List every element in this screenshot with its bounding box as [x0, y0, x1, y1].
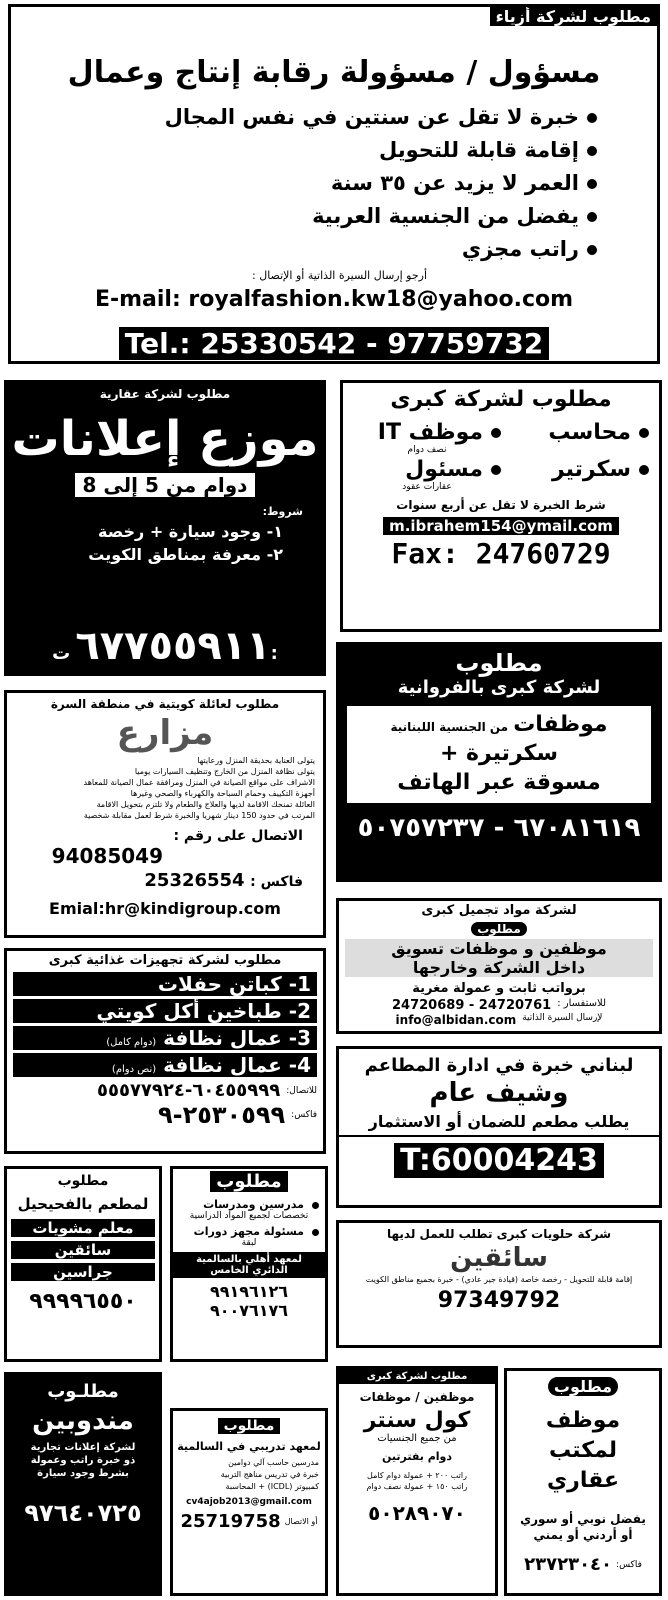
ad2-cond-label: شروط:: [262, 505, 303, 518]
ad12-phone: ٩٧٦٤٠٧٢٥: [24, 1499, 142, 1527]
ad11-reqs: إقامة قابلة للتحويل - رخصة خاصة (قيادة جير عادي) - خبرة بجميع مناطق الكويت: [365, 1275, 633, 1284]
ad11-phone: 97349792: [437, 1288, 561, 1313]
ad14-title: كول سنتر: [363, 1408, 471, 1433]
ad-fashion-company: [8, 4, 660, 364]
ad15-fax: ٢٣٧٢٣٠٤٠: [524, 1554, 613, 1575]
ad13-line: خبرة في تدريس مناهج التربية: [220, 1470, 319, 1479]
ad5-line2: سكرتيرة +: [439, 741, 559, 766]
ad7-fax-label: فاكس:: [291, 1110, 317, 1120]
ad-fahaheel-restaurant: [4, 1166, 162, 1362]
ad15-fax-label: فاكس:: [616, 1559, 642, 1570]
ad10-item1: مدرسين ومدرسات: [179, 1198, 319, 1211]
ad13-line: مدرسين حاسب آلي دوامين: [228, 1458, 319, 1467]
ad1-bullet: خبرة لا تقل عن سنتين في نفس المجال: [165, 101, 597, 134]
ad3-fax: Fax: 24760729: [391, 537, 611, 570]
ad14-line1: موظفين / موظفات: [359, 1390, 475, 1404]
ad7-item: 3- عمال نظافة (دوام كامل): [13, 1026, 317, 1050]
ad4-line: الاشراف على مواقع الصيانة في المنزل ومرافقة عمال الصيانة للمعاهد: [83, 778, 315, 787]
ad14-phone: ٥٠٢٨٩٠٧٠: [368, 1501, 466, 1525]
ad4-title: مزارع: [116, 713, 214, 753]
ad5-header: مطلوب: [455, 649, 543, 677]
ad14-salary2: راتب ١٥٠ + عمولة نصف دوام: [366, 1482, 468, 1491]
ad4-line: المرتب في حدود 150 دينار شهريا والخبرة شرط لعمل مقابلة شخصية: [83, 811, 315, 820]
ad1-bullet: راتب مجزي: [165, 233, 597, 266]
ad12-line2: ذو خبرة راتب وعمولة: [30, 1455, 136, 1466]
ad3-cond: شرط الخبرة لا تقل عن أربع سنوات: [396, 498, 606, 512]
ad6-phones: 24720689 - 24720761: [392, 998, 552, 1013]
ad9-header: مطلوب: [57, 1173, 109, 1189]
ad13-tel-label: أو الاتصال: [284, 1517, 318, 1526]
ad5-line3: مسوقة عبر الهاتف: [397, 770, 601, 795]
ad8-line3: يطلب مطعم للضمان أو الاستثمار: [339, 1112, 659, 1137]
ad7-item: 1- كباتن حفلات: [13, 972, 317, 996]
ad4-line: يتولى العناية بحديقة المنزل ورعايتها: [197, 756, 315, 765]
ad9-subheader: لمطعم بالفحيحيل: [17, 1195, 149, 1213]
ad1-title: مسؤول / مسؤولة رقابة إنتاج وعمال: [67, 55, 601, 90]
bullet-icon: [491, 465, 501, 475]
ad14-sub: من جميع الجنسيات: [377, 1433, 457, 1444]
bullet-icon: [312, 1202, 319, 1209]
ad10-phone1: ٩٩١٩٦١٢٦: [209, 1282, 289, 1301]
ad3-email: m.ibrahem154@ymail.com: [383, 517, 619, 535]
ad-real-estate-distributor: [4, 380, 326, 676]
ad14-header: مطلوب لشركة كبرى: [339, 1369, 495, 1384]
ad10-area: الدائري الخامس: [210, 1265, 288, 1276]
ad14-hours: دوام بفترتين: [381, 1450, 453, 1463]
ad2-phone: ٦٧٧٥٥٩١١: [75, 623, 271, 669]
ad15-pref: يفضل نوبي أو سوري: [520, 1512, 646, 1526]
ad13-line: كمبيوتر (ICDL) + المحاسبة: [225, 1482, 319, 1491]
ad-sweets-company-drivers: [336, 1220, 662, 1348]
ad8-line1: لبناني خبرة في ادارة المطاعم: [364, 1055, 634, 1076]
ad3-item: مسئول عقارات عقود: [353, 457, 501, 492]
ad4-line: العائلة تمنحك الاقامة لديها والعلاج والطعام ولا تلتزم بتحويل الاقامة: [96, 800, 315, 809]
ad-advertising-reps: [4, 1372, 162, 1596]
ad-food-equipment-company: [4, 948, 326, 1154]
ad-lebanese-restaurant-chef: [336, 1046, 662, 1208]
ad9-item: جراسين: [11, 1263, 155, 1281]
bullet-icon: [312, 1229, 319, 1236]
ad2-hours: دوام من 5 إلى 8: [75, 473, 256, 497]
ad12-header: مطلـوب: [47, 1381, 119, 1402]
ad10-item1-sub: تخصصات لجميع المواد الدراسية: [189, 1211, 309, 1221]
ad8-line2: وشيف عام: [429, 1078, 569, 1108]
ad4-header: مطلوب لعائلة كويتية في منطقة السرة: [50, 697, 280, 711]
ad12-title: مندوبين: [32, 1406, 134, 1436]
ad-salmiya-institute-teachers: [170, 1166, 328, 1362]
ad5-subheader: لشركة كبرى بالفروانية: [397, 677, 601, 698]
ad7-contact-label: للاتصال:: [286, 1085, 317, 1096]
ad3-header: مطلوب لشركة كبرى: [390, 387, 612, 412]
ad15-badge: مطلوب: [548, 1377, 618, 1396]
ad2-header: مطلوب لشركة عقارية: [99, 387, 231, 401]
ad14-salary1: راتب ٢٠٠ + عمولة دوام كامل: [367, 1471, 467, 1480]
ad4-line: يتولى نظافة المنزل من الخارج وتنظيف السيارات يوميا: [134, 767, 315, 776]
ad1-bullet: يفضل من الجنسية العربية: [165, 200, 597, 233]
ad9-item: سائقين: [11, 1241, 155, 1259]
ad4-fax-label: فاكس :: [250, 874, 303, 890]
ad10-header: مطلوب: [210, 1171, 287, 1192]
ad10-inst: لمعهد أهلي بالسالمية: [196, 1254, 302, 1265]
ad1-tel: Tel.: 25330542 - 97759732: [119, 327, 549, 360]
ad2-title: موزع إعلانات: [11, 411, 319, 467]
ad10-item2-sub: لبقة: [241, 1238, 257, 1248]
ad6-salary: برواتب ثابت و عمولة مغرية: [412, 981, 586, 996]
ad4-fax: 25326554: [144, 870, 245, 891]
bullet-icon: [639, 465, 649, 475]
ad9-phone: ٩٩٩٩٦٥٥٠: [29, 1289, 137, 1314]
ad7-fax: ٢٥٣٠٥٩٩-٩: [157, 1101, 286, 1129]
ad6-title: موظفين و موظفات تسويق: [391, 939, 607, 958]
ad3-item: موظف IT نصف دوام: [353, 420, 501, 455]
ad1-email: E-mail: royalfashion.kw18@yahoo.com: [94, 287, 574, 312]
bullet-icon: [491, 428, 501, 438]
ad4-email: Emial:hr@kindigroup.com: [49, 899, 281, 918]
ad-kuwaiti-family-farmer: [4, 690, 326, 938]
ad5-phones: ٦٧٠٨١٦١٩ - ٥٠٧٥٧٢٣٧: [357, 813, 641, 843]
ad6-badge: مطلوب: [471, 922, 527, 936]
bullet-icon: [639, 428, 649, 438]
ad13-header: مطلوب: [218, 1418, 281, 1434]
ad6-email: info@albidan.com: [395, 1013, 517, 1027]
ad-call-center: [336, 1366, 498, 1596]
ad6-cv: لإرسال السيرة الذاتية: [522, 1013, 603, 1023]
ad9-item: معلم مشويات: [11, 1219, 155, 1237]
ad8-tel: T:60004243: [394, 1143, 604, 1178]
ad-cosmetics-marketing: [336, 898, 662, 1034]
ad11-title: سائقين: [450, 1243, 548, 1273]
ad5-line1-prefix: من الجنسية اللبنانية: [390, 720, 509, 734]
ad1-bullets: [165, 101, 597, 266]
ad2-phone-prefix: ت:: [52, 643, 278, 664]
ad2-cond: ٢- معرفة بمناطق الكويت: [88, 545, 283, 564]
ad4-line: أجهزة التكييف وحمام السباحة والكهرباء والصحي وغيرها: [130, 789, 315, 798]
ad4-lines: [15, 755, 315, 821]
ad6-contact-label: للاستفسار :: [557, 998, 607, 1009]
ad-training-institute: [170, 1408, 328, 1596]
ad1-bullet: إقامة قابلة للتحويل: [165, 134, 597, 167]
ad13-phone: 25719758: [180, 1511, 281, 1532]
ad13-email: cv4ajob2013@gmail.com: [186, 1497, 312, 1507]
ad7-contact: ٦٠٤٥٥٩٩٩-٥٥٥٧٧٩٢٤: [96, 1080, 281, 1101]
ad-big-company-accountant: [340, 380, 662, 632]
ad11-header: شركة حلويات كبرى تطلب للعمل لديها: [387, 1227, 611, 1241]
bullet-icon: [587, 179, 597, 189]
ad3-item: سكرتير: [501, 457, 649, 492]
bullet-icon: [587, 212, 597, 222]
bullet-icon: [587, 146, 597, 156]
ad4-contact-label: الاتصال على رقم :: [173, 828, 303, 844]
ad15-pref2: أو أردني أو يمني: [533, 1528, 633, 1542]
ad1-header: مطلوب لشركة أزياء: [490, 7, 657, 26]
ad5-line1: موظفات: [513, 712, 608, 737]
ad-farwaniya-lebanese-staff: [336, 642, 662, 882]
ad15-title: موظف لمكتب عقاري: [545, 1408, 621, 1493]
ad6-subtitle: داخل الشركة وخارجها: [412, 958, 586, 977]
ad1-note: أرجو إرسال السيرة الذاتية أو الإتصال :: [252, 269, 427, 282]
ad6-header: لشركة مواد تجميل كبرى: [421, 903, 577, 918]
ad12-line1: لشركة إعلانات تجارية: [30, 1442, 136, 1453]
bullet-icon: [587, 113, 597, 123]
ad13-sub: لمعهد تدريبي في السالمية: [177, 1440, 321, 1453]
ad2-cond: ١- وجود سيارة + رخصة: [98, 522, 283, 541]
ad-real-estate-office: [504, 1368, 662, 1596]
ad3-item: محاسب: [501, 420, 649, 455]
ad10-phone2: ٩٠٠٧٦١٧٦: [209, 1301, 289, 1320]
ad1-bullet: العمر لا يزيد عن ٣٥ سنة: [165, 167, 597, 200]
ad10-item2: مسئولة مجهز دورات: [179, 1225, 319, 1238]
ad7-item: 2- طباخين أكل كويتي: [13, 999, 317, 1023]
ad7-item: 4- عمال نظافة (نص دوام): [13, 1053, 317, 1077]
ad12-line3: بشرط وجود سيارة: [37, 1468, 129, 1479]
ad7-header: مطلوب لشركة تجهيزات غذائية كبرى: [48, 953, 282, 968]
bullet-icon: [587, 245, 597, 255]
ad4-contact: 94085049: [51, 844, 163, 868]
